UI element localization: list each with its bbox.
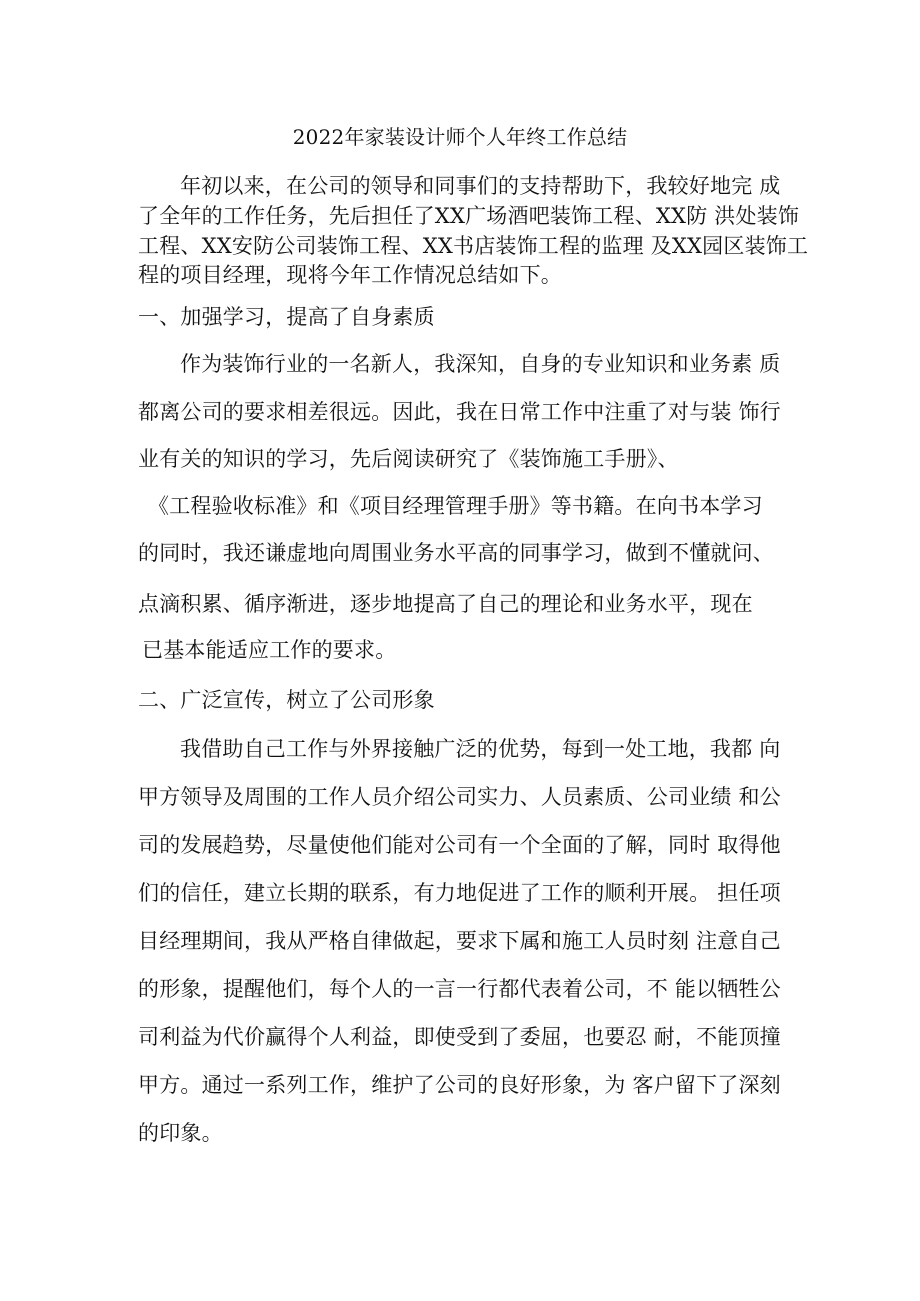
paragraph-line: 司的发展趋势，尽量使他们能对公司有一个全面的了解，同时 取得他 xyxy=(138,833,781,857)
paragraph-line: 已基本能适应工作的要求。 xyxy=(142,638,397,662)
paragraph-line: 点滴积累、循序渐进，逐步地提高了自己的理论和业务水平，现在 xyxy=(138,592,753,616)
section-heading: 二、广泛宣传，树立了公司形象 xyxy=(138,688,435,712)
section-heading: 一、加强学习，提高了自身素质 xyxy=(138,305,435,329)
paragraph-line: 《工程验收标准》和《项目经理管理手册》等书籍。在向书本学习 xyxy=(148,494,763,518)
document-title: 2022年家装设计师个人年终工作总结 xyxy=(292,125,628,149)
paragraph-line: 的印象。 xyxy=(138,1121,223,1145)
paragraph-line: 甲方。通过一系列工作，维护了公司的良好形象，为 客户留下了深刻 xyxy=(138,1073,781,1097)
paragraph-line: 业有关的知识的学习，先后阅读研究了《装饰施工手册》、 xyxy=(138,447,679,471)
paragraph-line: 都离公司的要求相差很远。因此，我在日常工作中注重了对与装 饰行 xyxy=(138,400,781,424)
paragraph-line: 的形象，提醒他们，每个人的一言一行都代表着公司，不 能以牺牲公 xyxy=(138,977,781,1001)
paragraph-line: 程的项目经理，现将今年工作情况总结如下。 xyxy=(138,263,562,287)
paragraph-line: 的同时，我还谦虚地向周围业务水平高的同事学习，做到不懂就问、 xyxy=(138,541,774,565)
paragraph-line: 我借助自己工作与外界接触广泛的优势，每到一处工地，我都 向 xyxy=(180,737,781,761)
paragraph-line: 目经理期间，我从严格自律做起，要求下属和施工人员时刻 注意自己 xyxy=(138,929,781,953)
paragraph-line: 司利益为代价赢得个人利益，即使受到了委屈，也要忍 耐，不能顶撞 xyxy=(138,1025,781,1049)
paragraph-line: 年初以来，在公司的领导和同事们的支持帮助下，我较好地完 成 xyxy=(180,174,781,198)
paragraph-line: 了全年的工作任务，先后担任了XX广场酒吧装饰工程、XX防 洪处装饰 xyxy=(138,204,800,228)
paragraph-line: 工程、XX安防公司装饰工程、XX书店装饰工程的监理 及XX园区装饰工 xyxy=(138,234,809,258)
paragraph-line: 们的信任，建立长期的联系，有力地促进了工作的顺利开展。 担任项 xyxy=(138,881,781,905)
paragraph-line: 作为装饰行业的一名新人，我深知，自身的专业知识和业务素 质 xyxy=(180,352,781,376)
paragraph-line: 甲方领导及周围的工作人员介绍公司实力、人员素质、公司业绩 和公 xyxy=(138,785,781,809)
